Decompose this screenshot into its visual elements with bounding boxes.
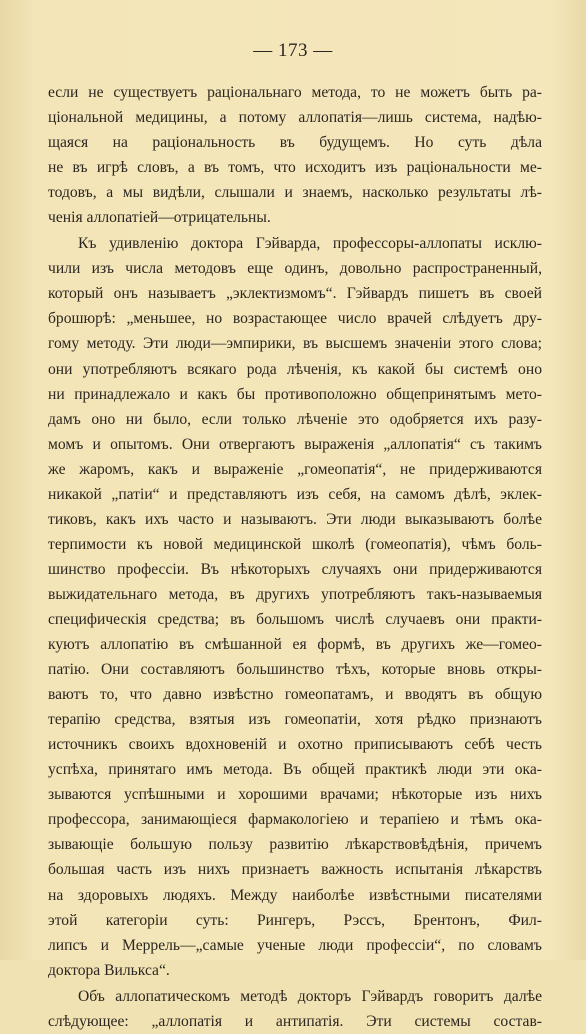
text-line: щаяся на раціональность въ будущемъ. Но суть дѣла xyxy=(48,134,542,152)
text-line: этой категоріи суть: Рингеръ, Рэссъ, Брентонъ, Фил- xyxy=(48,911,542,929)
text-line: чили изъ числа методовъ еще одинъ, довольно распространенный, xyxy=(48,260,542,278)
text-line: куютъ аллопатію въ смѣшанной ея формѣ, въ другихъ же—гомео- xyxy=(48,636,542,654)
text-line: зывающіе большую пользу развитію лѣкарствовѣдѣнія, причемъ xyxy=(48,836,542,854)
text-line: доктора Вилькса“. xyxy=(48,961,170,979)
text-line: Къ удивленію доктора Гэйварда, профессоры-аллопаты исклю- xyxy=(78,235,542,253)
text-line: момъ и опытомъ. Они отвергаютъ выраженія „аллопатія“ съ такимъ xyxy=(48,435,542,453)
text-line: ваютъ то, что давно извѣстно гомеопатамъ, и вводятъ въ общую xyxy=(48,686,542,704)
text-line: если не существуетъ раціональнаго метода, то не можетъ быть ра- xyxy=(48,84,542,101)
text-line: который онъ называетъ „эклектизмомъ“. Гэйвардъ пишетъ въ своей xyxy=(48,285,542,303)
page-number: — 173 — xyxy=(253,40,333,61)
text-line: они употребляютъ всякаго рода лѣченія, къ какой бы системѣ оно xyxy=(48,360,542,378)
text-line: выжидательнаго метода, въ другихъ употребляютъ такъ-называемыя xyxy=(48,585,542,603)
text-line: никакой „патіи“ и представляютъ изъ себя, на самомъ дѣлѣ, эклек- xyxy=(48,485,542,503)
text-line: брошюрѣ: „меньшее, но возрастающее число врачей слѣдуетъ дру- xyxy=(48,310,542,328)
text-line: же жаромъ, какъ и выраженіе „гомеопатія“, не придерживаются xyxy=(48,460,542,478)
text-line: зываются успѣшными и хорошими врачами; нѣкоторые изъ нихъ xyxy=(48,786,542,804)
text-line: шинство профессіи. Въ нѣкоторыхъ случаяхъ они придерживаются xyxy=(48,560,542,578)
text-line: ціональной медицины, а потому аллопатія—лишь система, надѣю- xyxy=(48,109,542,127)
text-line: профессора, занимающіеся фармакологіею и терапіею и тѣмъ ока- xyxy=(48,811,542,829)
body-text xyxy=(48,80,542,1034)
text-line: терпимости къ новой медицинской школѣ (гомеопатія), чѣмъ боль- xyxy=(48,535,542,553)
text-line: тиковъ, какъ ихъ часто и называютъ. Эти люди выказываютъ болѣе xyxy=(48,510,542,528)
paragraph-1 xyxy=(48,80,542,230)
text-line: дамъ оно ни было, если только лѣченіе это одобряется ихъ разу- xyxy=(48,410,542,428)
text-line: слѣдующее: „аллопатія и антипатія. Эти системы состав- xyxy=(48,1012,542,1030)
text-line: на здоровыхъ людяхъ. Между наиболѣе извѣстными писателями xyxy=(48,886,542,904)
text-line: ни принадлежало и какъ бы противоположно общепринятымъ мето- xyxy=(48,385,542,403)
text-line: ченія аллопатіей—отрицательны. xyxy=(48,209,271,227)
text-line: успѣха, принятаго имъ метода. Въ общей практикѣ люди эти ока- xyxy=(48,761,542,779)
paragraph-3 xyxy=(48,984,542,1034)
text-line: терапію средства, взятыя изъ гомеопатіи, хотя рѣдко признаютъ xyxy=(48,711,542,729)
text-line: тодовъ, а мы видѣли, слышали и знаемъ, насколько результаты лѣ- xyxy=(48,184,542,202)
text-line: специфическія средства; въ большомъ числѣ случаевъ они практи- xyxy=(48,610,542,628)
text-line: патію. Они составляютъ большинство тѣхъ, которые вновь откры- xyxy=(48,661,542,679)
text-line: гому методу. Эти люди—эмпирики, въ высшемъ значеніи этого слова; xyxy=(48,335,542,353)
text-line: источникъ своихъ вдохновеній и охотно приписываютъ себѣ честь xyxy=(48,736,542,754)
text-line: не въ игрѣ словъ, а въ томъ, что исходитъ изъ раціональности ме- xyxy=(48,159,542,177)
paragraph-2 xyxy=(48,231,542,982)
text-line: Объ аллопатическомъ методѣ докторъ Гэйвардъ говоритъ далѣе xyxy=(78,987,542,1005)
text-line: большая часть изъ нихъ признаетъ важность испытанія лѣкарствъ xyxy=(48,861,542,879)
text-line: липсъ и Меррель—„самые ученые люди профессіи“, по словамъ xyxy=(48,936,542,954)
